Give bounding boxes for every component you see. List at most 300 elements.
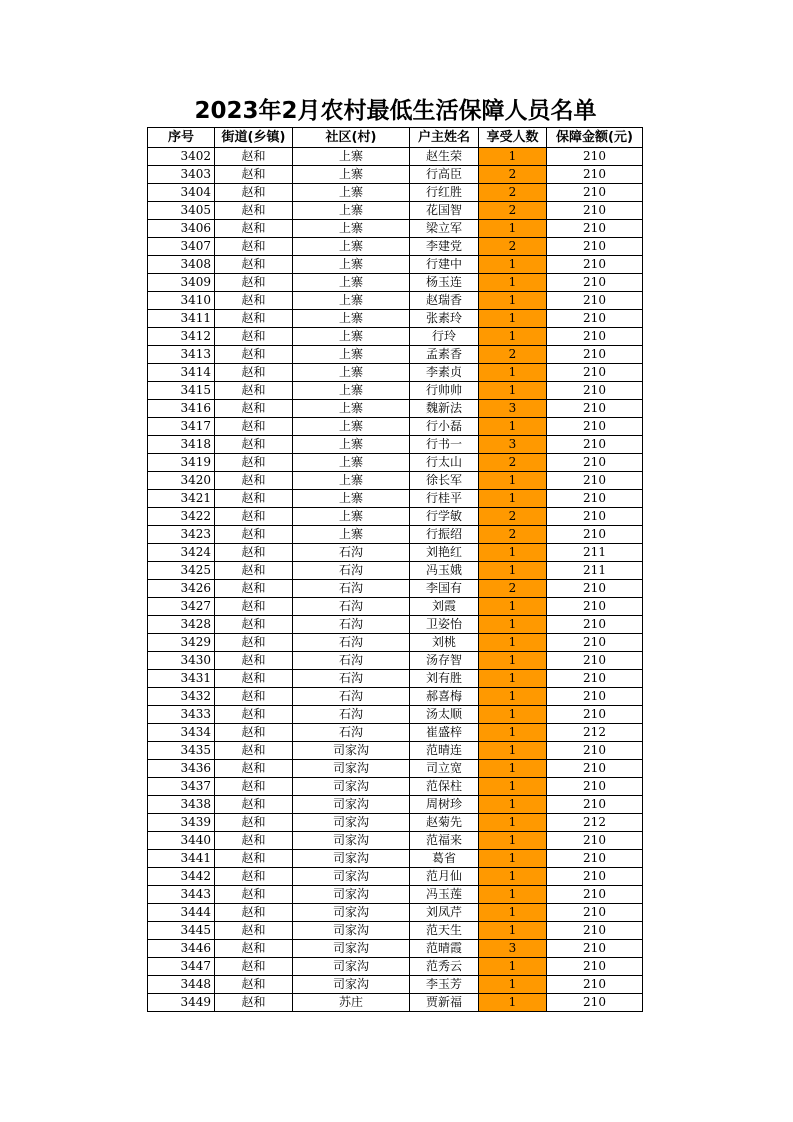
beneficiary-table [147,127,643,1012]
cell-village: 司家沟 [293,742,410,760]
cell-street: 赵和 [215,382,293,400]
table-row [148,328,643,346]
cell-street: 赵和 [215,850,293,868]
cell-householder: 汤太顺 [410,706,479,724]
cell-street: 赵和 [215,148,293,166]
table-row [148,184,643,202]
cell-persons: 2 [479,202,547,220]
cell-serial: 3424 [148,544,215,562]
cell-village: 石沟 [293,562,410,580]
cell-householder: 贾新福 [410,994,479,1012]
cell-serial: 3408 [148,256,215,274]
table-row [148,220,643,238]
cell-persons: 1 [479,850,547,868]
header-amount: 保障金额(元) [547,128,643,148]
cell-amount: 210 [547,976,643,994]
cell-persons: 1 [479,472,547,490]
cell-serial: 3412 [148,328,215,346]
cell-persons: 1 [479,220,547,238]
cell-persons: 2 [479,526,547,544]
cell-amount: 210 [547,940,643,958]
cell-persons: 2 [479,508,547,526]
cell-street: 赵和 [215,634,293,652]
cell-serial: 3422 [148,508,215,526]
table-row [148,364,643,382]
cell-street: 赵和 [215,346,293,364]
cell-amount: 210 [547,454,643,472]
cell-amount: 210 [547,526,643,544]
cell-amount: 210 [547,760,643,778]
cell-amount: 210 [547,202,643,220]
cell-persons: 1 [479,256,547,274]
table-row [148,472,643,490]
cell-street: 赵和 [215,292,293,310]
cell-householder: 范晴霞 [410,940,479,958]
cell-amount: 210 [547,850,643,868]
cell-amount: 210 [547,994,643,1012]
cell-persons: 1 [479,760,547,778]
table-row [148,958,643,976]
cell-village: 石沟 [293,544,410,562]
cell-householder: 梁立军 [410,220,479,238]
cell-householder: 刘艳红 [410,544,479,562]
cell-street: 赵和 [215,904,293,922]
table-row [148,490,643,508]
cell-serial: 3421 [148,490,215,508]
cell-persons: 1 [479,724,547,742]
cell-persons: 1 [479,382,547,400]
table-row [148,544,643,562]
cell-village: 上寨 [293,184,410,202]
cell-amount: 210 [547,274,643,292]
cell-persons: 1 [479,652,547,670]
cell-persons: 1 [479,922,547,940]
cell-street: 赵和 [215,544,293,562]
cell-persons: 1 [479,418,547,436]
cell-serial: 3425 [148,562,215,580]
cell-householder: 赵菊先 [410,814,479,832]
cell-householder: 行建中 [410,256,479,274]
cell-householder: 刘有胜 [410,670,479,688]
cell-amount: 210 [547,364,643,382]
cell-street: 赵和 [215,814,293,832]
table-row [148,580,643,598]
cell-village: 司家沟 [293,976,410,994]
cell-persons: 1 [479,364,547,382]
table-row [148,148,643,166]
cell-amount: 210 [547,616,643,634]
table-row [148,634,643,652]
cell-village: 石沟 [293,706,410,724]
cell-amount: 210 [547,688,643,706]
cell-serial: 3446 [148,940,215,958]
cell-village: 上寨 [293,274,410,292]
cell-householder: 范福来 [410,832,479,850]
header-village: 社区(村) [293,128,410,148]
cell-persons: 1 [479,958,547,976]
cell-amount: 210 [547,778,643,796]
cell-householder: 刘桃 [410,634,479,652]
cell-amount: 210 [547,508,643,526]
table-row [148,382,643,400]
cell-amount: 210 [547,292,643,310]
cell-village: 上寨 [293,310,410,328]
table-row [148,274,643,292]
cell-amount: 210 [547,184,643,202]
cell-serial: 3419 [148,454,215,472]
cell-householder: 李国有 [410,580,479,598]
cell-street: 赵和 [215,706,293,724]
cell-persons: 1 [479,778,547,796]
cell-village: 司家沟 [293,886,410,904]
cell-persons: 1 [479,904,547,922]
table-row [148,166,643,184]
cell-serial: 3440 [148,832,215,850]
cell-amount: 210 [547,652,643,670]
table-row [148,310,643,328]
table-row [148,760,643,778]
cell-persons: 2 [479,454,547,472]
cell-persons: 1 [479,562,547,580]
table-header-row [148,128,643,148]
cell-amount: 210 [547,598,643,616]
cell-serial: 3415 [148,382,215,400]
cell-persons: 3 [479,400,547,418]
cell-householder: 卫姿怡 [410,616,479,634]
table-row [148,850,643,868]
cell-street: 赵和 [215,652,293,670]
cell-householder: 周树珍 [410,796,479,814]
cell-street: 赵和 [215,202,293,220]
cell-village: 上寨 [293,328,410,346]
cell-village: 上寨 [293,472,410,490]
header-serial: 序号 [148,128,215,148]
cell-serial: 3423 [148,526,215,544]
cell-street: 赵和 [215,598,293,616]
cell-village: 司家沟 [293,850,410,868]
cell-amount: 210 [547,796,643,814]
cell-street: 赵和 [215,562,293,580]
cell-persons: 1 [479,868,547,886]
table-row [148,832,643,850]
cell-persons: 3 [479,436,547,454]
cell-persons: 1 [479,490,547,508]
cell-street: 赵和 [215,796,293,814]
cell-amount: 210 [547,436,643,454]
table-row [148,418,643,436]
cell-serial: 3417 [148,418,215,436]
cell-serial: 3443 [148,886,215,904]
table-row [148,778,643,796]
table-row [148,706,643,724]
cell-amount: 210 [547,490,643,508]
cell-amount: 210 [547,832,643,850]
cell-street: 赵和 [215,526,293,544]
cell-serial: 3442 [148,868,215,886]
cell-householder: 赵生荣 [410,148,479,166]
cell-village: 上寨 [293,238,410,256]
cell-amount: 210 [547,472,643,490]
cell-householder: 葛省 [410,850,479,868]
cell-street: 赵和 [215,994,293,1012]
cell-householder: 行高臣 [410,166,479,184]
cell-street: 赵和 [215,472,293,490]
cell-amount: 212 [547,724,643,742]
cell-persons: 1 [479,328,547,346]
cell-street: 赵和 [215,940,293,958]
table-row [148,814,643,832]
cell-serial: 3435 [148,742,215,760]
cell-village: 上寨 [293,418,410,436]
cell-serial: 3429 [148,634,215,652]
cell-householder: 刘霞 [410,598,479,616]
cell-serial: 3418 [148,436,215,454]
cell-street: 赵和 [215,724,293,742]
cell-village: 石沟 [293,724,410,742]
cell-persons: 1 [479,706,547,724]
cell-street: 赵和 [215,220,293,238]
cell-householder: 范月仙 [410,868,479,886]
cell-persons: 3 [479,940,547,958]
cell-street: 赵和 [215,256,293,274]
table-row [148,598,643,616]
cell-householder: 行帅帅 [410,382,479,400]
table-row [148,292,643,310]
header-persons: 享受人数 [479,128,547,148]
cell-householder: 冯玉娥 [410,562,479,580]
cell-serial: 3437 [148,778,215,796]
cell-street: 赵和 [215,922,293,940]
cell-householder: 李素贞 [410,364,479,382]
cell-persons: 1 [479,634,547,652]
cell-amount: 212 [547,814,643,832]
cell-street: 赵和 [215,976,293,994]
cell-village: 司家沟 [293,940,410,958]
cell-householder: 行红胜 [410,184,479,202]
cell-village: 上寨 [293,490,410,508]
cell-street: 赵和 [215,166,293,184]
cell-householder: 行玲 [410,328,479,346]
table-body [148,148,643,1012]
cell-street: 赵和 [215,580,293,598]
cell-street: 赵和 [215,418,293,436]
table-row [148,256,643,274]
cell-street: 赵和 [215,958,293,976]
cell-serial: 3434 [148,724,215,742]
cell-householder: 行桂平 [410,490,479,508]
cell-street: 赵和 [215,742,293,760]
cell-street: 赵和 [215,778,293,796]
cell-serial: 3432 [148,688,215,706]
table-row [148,922,643,940]
cell-village: 上寨 [293,292,410,310]
table-row [148,886,643,904]
cell-persons: 1 [479,274,547,292]
cell-persons: 1 [479,742,547,760]
cell-persons: 1 [479,814,547,832]
cell-serial: 3410 [148,292,215,310]
table-row [148,724,643,742]
cell-village: 司家沟 [293,922,410,940]
cell-serial: 3431 [148,670,215,688]
cell-persons: 1 [479,148,547,166]
cell-householder: 范晴连 [410,742,479,760]
cell-serial: 3449 [148,994,215,1012]
cell-persons: 1 [479,994,547,1012]
cell-serial: 3430 [148,652,215,670]
cell-amount: 210 [547,256,643,274]
cell-householder: 赵瑞香 [410,292,479,310]
cell-persons: 1 [479,292,547,310]
cell-street: 赵和 [215,274,293,292]
cell-amount: 210 [547,310,643,328]
cell-street: 赵和 [215,400,293,418]
table-row [148,436,643,454]
cell-street: 赵和 [215,184,293,202]
cell-persons: 1 [479,796,547,814]
cell-amount: 210 [547,166,643,184]
cell-persons: 2 [479,184,547,202]
cell-village: 石沟 [293,616,410,634]
cell-householder: 魏新法 [410,400,479,418]
cell-persons: 2 [479,346,547,364]
cell-village: 上寨 [293,508,410,526]
cell-householder: 李建党 [410,238,479,256]
cell-householder: 崔盛梓 [410,724,479,742]
cell-amount: 210 [547,328,643,346]
cell-village: 石沟 [293,688,410,706]
cell-village: 司家沟 [293,796,410,814]
cell-serial: 3414 [148,364,215,382]
cell-village: 上寨 [293,400,410,418]
table-row [148,742,643,760]
cell-householder: 汤存智 [410,652,479,670]
cell-village: 上寨 [293,436,410,454]
table-row [148,526,643,544]
cell-serial: 3428 [148,616,215,634]
cell-street: 赵和 [215,328,293,346]
cell-persons: 1 [479,670,547,688]
cell-street: 赵和 [215,490,293,508]
cell-amount: 210 [547,742,643,760]
cell-street: 赵和 [215,508,293,526]
cell-amount: 210 [547,400,643,418]
cell-street: 赵和 [215,616,293,634]
cell-serial: 3404 [148,184,215,202]
table-row [148,688,643,706]
cell-persons: 2 [479,580,547,598]
cell-amount: 211 [547,544,643,562]
cell-village: 石沟 [293,670,410,688]
cell-serial: 3411 [148,310,215,328]
cell-persons: 1 [479,544,547,562]
cell-amount: 210 [547,580,643,598]
table-row [148,616,643,634]
cell-village: 苏庄 [293,994,410,1012]
table-row [148,940,643,958]
table-row [148,868,643,886]
table-row [148,796,643,814]
cell-serial: 3447 [148,958,215,976]
cell-serial: 3427 [148,598,215,616]
cell-householder: 行小磊 [410,418,479,436]
table-row [148,346,643,364]
cell-persons: 1 [479,310,547,328]
cell-village: 上寨 [293,256,410,274]
cell-village: 上寨 [293,166,410,184]
cell-amount: 210 [547,922,643,940]
cell-householder: 李玉芳 [410,976,479,994]
cell-amount: 210 [547,148,643,166]
cell-village: 司家沟 [293,958,410,976]
table-row [148,904,643,922]
cell-village: 上寨 [293,346,410,364]
cell-amount: 210 [547,706,643,724]
table-row [148,400,643,418]
cell-householder: 行太山 [410,454,479,472]
cell-serial: 3444 [148,904,215,922]
cell-village: 上寨 [293,148,410,166]
cell-amount: 210 [547,886,643,904]
cell-persons: 1 [479,832,547,850]
cell-householder: 孟素香 [410,346,479,364]
cell-householder: 张素玲 [410,310,479,328]
cell-serial: 3438 [148,796,215,814]
cell-householder: 范天生 [410,922,479,940]
cell-householder: 花国智 [410,202,479,220]
cell-village: 司家沟 [293,814,410,832]
cell-persons: 1 [479,598,547,616]
cell-serial: 3402 [148,148,215,166]
cell-street: 赵和 [215,886,293,904]
cell-amount: 210 [547,958,643,976]
cell-persons: 2 [479,238,547,256]
table-row [148,670,643,688]
cell-amount: 210 [547,418,643,436]
cell-persons: 1 [479,886,547,904]
table-row [148,976,643,994]
table-row [148,994,643,1012]
cell-serial: 3409 [148,274,215,292]
cell-street: 赵和 [215,454,293,472]
table-row [148,508,643,526]
cell-householder: 刘凤芹 [410,904,479,922]
table-row [148,562,643,580]
cell-serial: 3445 [148,922,215,940]
cell-village: 司家沟 [293,904,410,922]
cell-street: 赵和 [215,832,293,850]
cell-householder: 行学敏 [410,508,479,526]
cell-village: 石沟 [293,634,410,652]
cell-village: 上寨 [293,220,410,238]
header-street: 街道(乡镇) [215,128,293,148]
cell-village: 司家沟 [293,778,410,796]
cell-village: 上寨 [293,454,410,472]
cell-householder: 徐长军 [410,472,479,490]
cell-householder: 郝喜梅 [410,688,479,706]
document-title: 2023年2月农村最低生活保障人员名单 [194,98,597,124]
cell-village: 石沟 [293,580,410,598]
cell-householder: 司立宽 [410,760,479,778]
cell-householder: 杨玉连 [410,274,479,292]
cell-street: 赵和 [215,868,293,886]
cell-amount: 211 [547,562,643,580]
table-row [148,202,643,220]
cell-village: 上寨 [293,364,410,382]
cell-amount: 210 [547,346,643,364]
cell-amount: 210 [547,670,643,688]
cell-street: 赵和 [215,238,293,256]
